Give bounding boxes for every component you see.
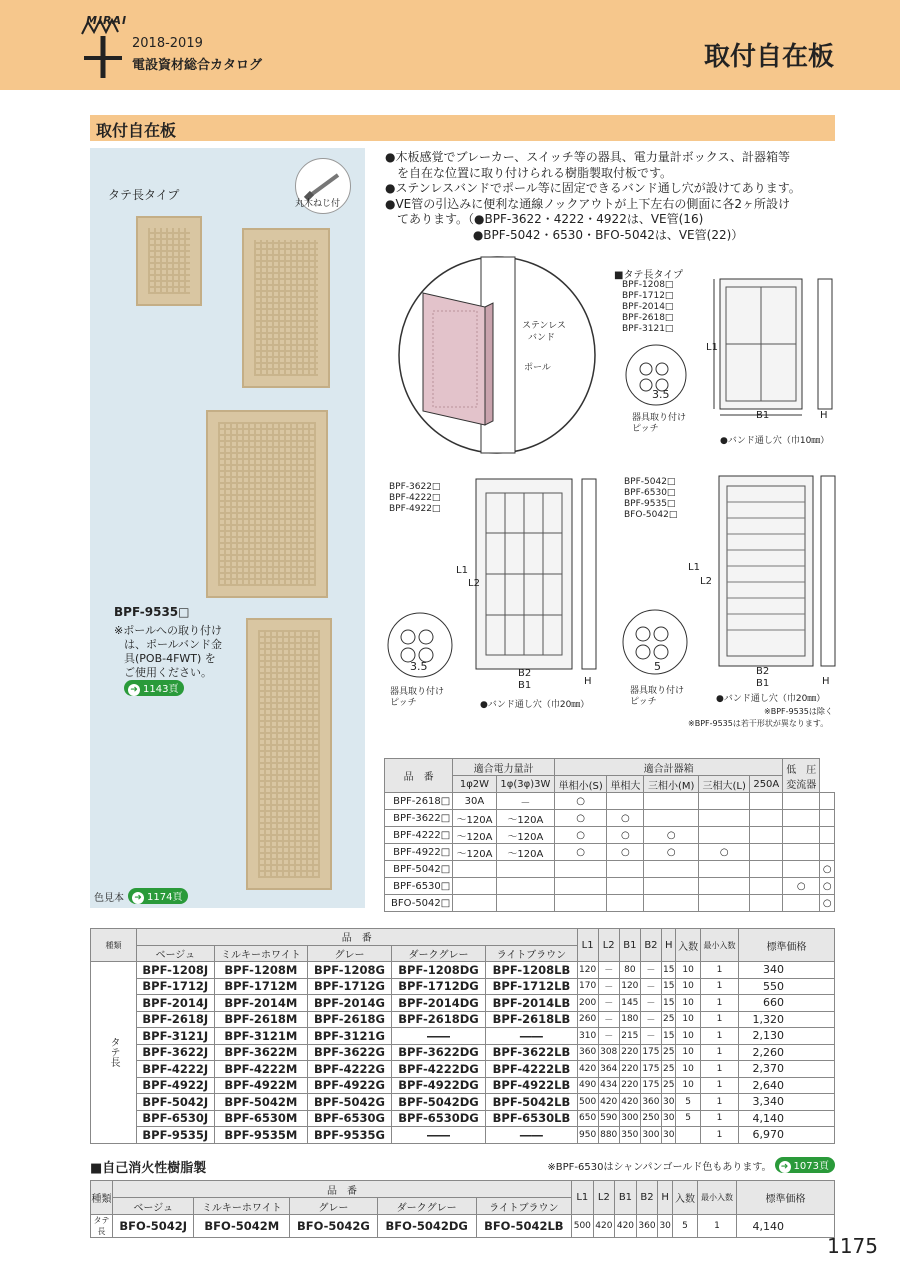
table-row: BPF-6530J BPF-6530M BPF-6530G BPF-6530DG BPF-6530LB 650 590 300 250 30 5 1 4,140 (91, 1110, 835, 1127)
dim-L1-c: L1 (688, 562, 700, 573)
diagram-type-label: ■タテ長タイプ (614, 270, 683, 281)
arrow-icon: ➜ (132, 892, 144, 904)
table-row: BPF-5042□ ○ (385, 861, 835, 878)
dim-L2-c: L2 (700, 576, 712, 587)
dim-B1-a: B1 (756, 410, 770, 421)
models-c: BPF-5042□ BPF-6530□ BPF-9535□ BFO-5042□ (624, 477, 678, 520)
pole-mount-diagram (385, 255, 610, 455)
dim-H-c: H (822, 676, 830, 687)
table-row: BPF-4222J BPF-4222M BPF-4222G BPF-4222DG BPF-4222LB 420 364 220 175 25 10 1 2,370 (91, 1061, 835, 1078)
pitch-35-b: 3.5 (410, 660, 428, 673)
model-note-3: 具(POB-4FWT) を (124, 652, 216, 665)
pitch-label-a2: ピッチ (632, 424, 659, 434)
table-row: BPF-1712J BPF-1712M BPF-1712G BPF-1712DG BPF-1712LB 170 － 120 － 15 10 1 550 (91, 978, 835, 995)
page-title: 取付自在板 (703, 42, 834, 72)
bullet-1: ●木板感覚でブレーカー、スイッチ等の器具、電力量計ボックス、計器箱等 (385, 150, 791, 164)
table-row: タテ長 BFO-5042J BFO-5042M BFO-5042G BFO-5042DG BFO-5042LB 500 420 420 360 30 5 1 4,140 (91, 1215, 835, 1238)
t1-head-part: 品 番 (385, 759, 453, 793)
table-row: BFO-5042□ ○ (385, 895, 835, 912)
models-a: BPF-1208□ BPF-1712□ BPF-2014□ BPF-2618□ BPF-3121□ (622, 280, 674, 334)
bullet-1b: を自在な位置に取り付けられる樹脂製取付板です。 (385, 165, 673, 180)
pitch-label-c2: ピッチ (630, 697, 657, 707)
table-row: BPF-2618J BPF-2618M BPF-2618G BPF-2618DG BPF-2618LB 260 － 180 － 25 10 1 1,320 (91, 1011, 835, 1028)
pole-label: ポール (524, 363, 551, 373)
pitch-label-a: 器具取り付け (632, 413, 687, 423)
t1-head-low: 低 圧 変流器 (783, 759, 820, 793)
catalog-name: 電設資材総合カタログ (132, 58, 263, 73)
band-label-2: バンド (528, 333, 556, 343)
dim-H-b: H (584, 676, 592, 687)
color-sample-ref[interactable]: 色見本 ➜ 1174頁 (94, 888, 188, 904)
table-row: BPF-3622□ ～120A ～120A ○ ○ (385, 810, 835, 827)
arrow-icon: ➜ (128, 684, 140, 696)
model-note-4: ご使用ください。 (124, 666, 212, 679)
table-row: BPF-2014J BPF-2014M BPF-2014G BPF-2014DG BPF-2014LB 200 － 145 － 15 10 1 660 (91, 995, 835, 1012)
kind-cell: タテ長 (91, 962, 137, 1144)
dim-L1-b: L1 (456, 565, 468, 576)
table-row: BPF-4922□ ～120A ～120A ○ ○ ○ ○ (385, 844, 835, 861)
table-row: BPF-2618□ 30A － ○ (385, 793, 835, 810)
dim-B2-b: B2 (518, 668, 532, 679)
page-number: 1175 (827, 1234, 878, 1258)
feature-bullets (385, 150, 845, 243)
product-photo-panel (90, 148, 365, 908)
section-title-bar (90, 115, 835, 141)
ref-link-1143[interactable]: ➜ 1143頁 (124, 680, 184, 696)
pitch-label-c: 器具取り付け (630, 686, 685, 696)
pitch-5-c: 5 (654, 660, 661, 673)
model-note-2: は、ポールバンド金 (124, 638, 223, 651)
brand-name: MIRAI (86, 14, 128, 27)
table-row: BPF-9535J BPF-9535M BPF-9535G ―― ―― 950 880 350 300 30 1 6,970 (91, 1127, 835, 1144)
models-b: BPF-3622□ BPF-4222□ BPF-4922□ (389, 482, 441, 514)
arrow-icon: ➜ (779, 1161, 791, 1173)
catalog-year: 2018-2019 (132, 36, 203, 51)
table-row: タテ長 BPF-1208J BPF-1208M BPF-1208G BPF-1208DG BPF-1208LB 120 － 80 － 15 10 1 340 (91, 962, 835, 979)
t1-head-meter: 適合電力量計 (453, 759, 555, 776)
model-label: BPF-9535□ (114, 605, 190, 619)
band-hole-20-b: ●バンド通し穴（巾20㎜） (480, 700, 590, 710)
ref-link-1073[interactable]: ➜ 1073頁 (775, 1157, 835, 1173)
self-extinguishing-title: ■自己消火性樹脂製 (90, 1161, 207, 1176)
table-row: BPF-6530□ ○ ○ (385, 878, 835, 895)
note-exclude: ※BPF-9535は除く (764, 707, 833, 716)
board-small (136, 216, 202, 306)
model-note-1: ※ポールへの取り付け (114, 624, 222, 637)
t2-head-kind: 種類 (91, 929, 137, 962)
page-header (0, 0, 900, 90)
dim-L1-a: L1 (706, 342, 718, 353)
dim-B2-c: B2 (756, 666, 770, 677)
band-hole-20-c: ●バンド通し穴（巾20㎜） (716, 694, 826, 704)
pitch-35-a: 3.5 (652, 388, 670, 401)
table-row: BPF-4922J BPF-4922M BPF-4922G BPF-4922DG BPF-4922LB 490 434 220 175 25 10 1 2,640 (91, 1077, 835, 1094)
board-large (206, 410, 328, 598)
band-label: ステンレス (522, 321, 566, 331)
type-label: タテ長タイプ (108, 188, 180, 202)
t1-head-box: 適合計器箱 (555, 759, 783, 776)
price-table: 種類 品 番 L1 L2 B1 B2 H 入数 最小入数 標準価格 ベージュ ミルキーホワイト グレー ダークグレー ライトブラウン タテ長 BPF-1208J BPF-1208M BPF-1208G BPF-1208DG BPF-1208LB 120 － 80 － 15 10 1 340 BPF-1712J BPF-1712M BPF-1712G BPF-1712DG BPF-1712LB 170 － 120 － 15 10 1 550 BPF-2014J BPF-2014M BPF-2014G BPF-2014DG BPF-2014LB 200 － 145 － 15 10 1 660 BPF-2618J BPF-2618M BPF-2618G BPF-2618DG BPF-2618LB 260 － 180 － 25 10 1 1,320 BPF-3121J BPF-3121M BPF-3121G ―― ―― 310 － 215 － 15 10 1 2,130 BPF-3622J BPF-3622M BPF-3622G BPF-3622DG BPF-3622LB 360 308 220 175 25 10 1 2,260 BPF-4222J BPF-4222M BPF-4222G BPF-4222DG BPF-4222LB 420 364 220 175 25 10 1 2,370 BPF-4922J BPF-4922M BPF-4922G BPF-4922DG BPF-4922LB 490 434 220 175 25 10 1 2,640 BPF-5042J BPF-5042M BPF-5042G BPF-5042DG BPF-5042LB 500 420 420 360 30 5 1 3,340 BPF-6530J BPF-6530M BPF-6530G BPF-6530DG BPF-6530LB 650 590 300 250 30 5 1 4,140 BPF-9535J BPF-9535M BPF-9535G ―― ―― 950 880 350 300 30 1 6,970 (90, 928, 835, 1144)
dim-B1-c: B1 (756, 678, 770, 689)
table-row: BPF-3622J BPF-3622M BPF-3622G BPF-3622DG BPF-3622LB 360 308 220 175 25 10 1 2,260 (91, 1044, 835, 1061)
table-row: BPF-3121J BPF-3121M BPF-3121G ―― ―― 310 － 215 － 15 10 1 2,130 (91, 1028, 835, 1045)
band-hole-10: ●バンド通し穴（巾10㎜） (720, 436, 830, 446)
bullet-2: ●ステンレスバンドでポール等に固定できるバンド通し穴が設けてあります。 (385, 181, 801, 195)
compatibility-table: 品 番 適合電力量計 適合計器箱 低 圧 変流器 1φ2W 1φ(3φ)3W 単相小(S) 単相大 三相小(M) 三相大(L) 250A BPF-2618□ 30A － ○ BPF-3622□ ～120A ～120A ○ ○ BPF-4222□ ～120A ～120A ○ ○ ○ BPF-4922□ ～120A ～120A ○ ○ ○ ○ BPF-5042□ ○ BPF-6530□ ○ ○ BFO-5042□ ○ (384, 758, 835, 912)
table-row: BPF-4222□ ～120A ～120A ○ ○ ○ (385, 827, 835, 844)
t2-head-part: 品 番 (137, 929, 578, 946)
screw-label: 丸木ねじ付 (295, 199, 341, 209)
dim-L2-b: L2 (468, 578, 480, 589)
dim-H-a: H (820, 410, 828, 421)
gold-note: ※BPF-6530はシャンパンゴールド色もあります。 ➜ 1073頁 (547, 1157, 835, 1173)
note-shape: ※BPF-9535は若干形状が異なります。 (688, 719, 829, 728)
bullet-3b: てあります。（●BPF-3622・4222・4922は、VE管(16) (385, 212, 704, 226)
board-medium (242, 228, 330, 388)
dim-B1-b: B1 (518, 680, 532, 691)
table-row: BPF-5042J BPF-5042M BPF-5042G BPF-5042DG BPF-5042LB 500 420 420 360 30 5 1 3,340 (91, 1094, 835, 1111)
t2-head-price: 標準価格 (739, 929, 835, 962)
bullet-3c: ●BPF-5042・6530・BFO-5042は、VE管(22)） (385, 227, 744, 242)
tall-type-large-diagram (615, 472, 840, 692)
section-title: 取付自在板 (96, 121, 177, 140)
bfo-price-table: 種類 品 番 L1 L2 B1 B2 H 入数 最小入数 標準価格 ベージュ ミルキーホワイト グレー ダークグレー ライトブラウン タテ長 BFO-5042J BFO-5042M BFO-5042G BFO-5042DG BFO-5042LB 500 420 420 360 30 5 1 4,140 (90, 1180, 835, 1238)
bullet-3: ●VE管の引込みに便利な通線ノックアウトが上下左右の側面に各2ヶ所設け (385, 196, 791, 211)
pitch-label-b2: ピッチ (390, 698, 417, 708)
pitch-label-b: 器具取り付け (390, 687, 445, 697)
board-bpf-9535 (246, 618, 332, 890)
